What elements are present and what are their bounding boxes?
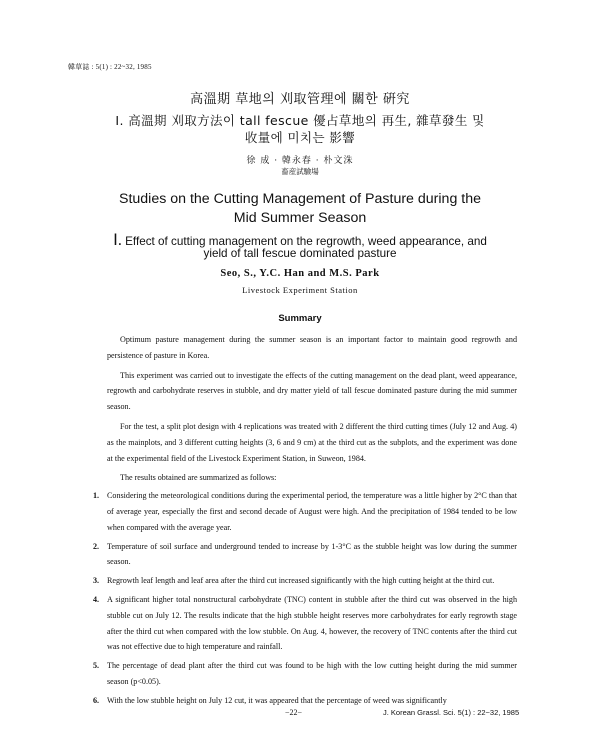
result-text: Regrowth leaf length and leaf area after the third cut increased significantly with the high cutting height at the third cut. (107, 576, 495, 586)
english-subtitle-line2: yield of tall fescue dominated pasture (203, 247, 397, 260)
result-item (93, 693, 517, 709)
korean-affiliation: 畜産試驗場 (281, 167, 319, 176)
result-item (93, 488, 517, 535)
result-number: 3. (93, 576, 100, 586)
english-title-line2: Mid Summer Season (233, 210, 367, 226)
header-journal-ref: 韓草誌 : 5(1) : 22~32, 1985 (68, 63, 152, 71)
result-text: Considering the meteorological conditions during the experimental period, the temperature was a little higher by 2°C than that of average year, especially the first and second decade of August were high. And the precipitation of 1984 tended to be low when compared with the average year. (107, 491, 517, 532)
result-item (93, 658, 517, 690)
english-authors: Seo, S., Y.C. Han and M.S. Park (220, 268, 380, 279)
korean-title: 高溫期 草地의 刈取管理에 關한 硏究 (190, 92, 410, 107)
summary-paragraph: For the test, a split plot design with 4 replications was treated with 2 different the third cutting times (July 12 and Aug. 4) as the mainplots, and 3 different cutting heights (3, 6 and 9 cm) at the third cut as the subplots, and the experiment was done at the experimental field of the Livestock Experiment Station, in Suweon, 1984. (107, 421, 517, 463)
result-text: The percentage of dead plant after the third cut was found to be high with the low cutting height during the mid summer season (p<0.05). (107, 661, 517, 686)
result-item (93, 592, 517, 655)
result-number: 6. (93, 695, 100, 705)
summary-paragraph: The results obtained are summarized as follows: (120, 473, 277, 483)
english-subtitle-text: Effect of cutting management on the regrowth, weed appearance, and (121, 235, 487, 248)
english-affiliation: Livestock Experiment Station (242, 285, 358, 295)
roman-numeral: Ⅰ. (113, 232, 122, 249)
footer-page-number: −22− (285, 708, 303, 717)
result-number: 2. (93, 541, 100, 551)
result-text: With the low stubble height on July 12 cut, it was appeared that the percentage of weed was significantly (107, 695, 447, 705)
footer-journal-ref: J. Korean Grassl. Sci. 5(1) : 22~32, 1985 (383, 708, 520, 717)
result-number: 4. (93, 594, 100, 604)
korean-subtitle-line2: 收量에 미치는 影響 (244, 130, 356, 145)
english-title-line1: Studies on the Cutting Management of Pasture during the (118, 191, 481, 207)
result-item (93, 573, 517, 589)
summary-paragraph: This experiment was carried out to investigate the effects of the cutting management on the dead plant, weed appearance, regrowth and carbohydrate reserves in stubble, and dry matter yield of tall fescue dominated pasture during the mid summer season. (107, 370, 517, 412)
result-item (93, 539, 517, 571)
korean-subtitle-line1: Ⅰ. 高溫期 刈取方法이 tall fescue 優占草地의 再生, 雜草發生 및 (115, 113, 485, 128)
summary-body (93, 332, 517, 712)
summary-heading: Summary (278, 313, 322, 324)
korean-authors: 徐 成 · 韓永春 · 朴文洙 (246, 156, 354, 166)
summary-paragraph: Optimum pasture management during the summer season is an important factor to maintain good regrowth and persistence of pasture in Korea. (107, 335, 517, 360)
result-number: 5. (93, 661, 100, 671)
result-text: A significant higher total nonstructural carbohydrate (TNC) content in stubble after the third cut was observed in the high stubble cut on July 12. The results indicate that the high stubble height reserves more carbohydrates for early regrowth stage after the third cut when compared with the low stubble. On Aug. 4, however, the recovery of TNC contents after the third cut was not effective due to high temperature and rainfall. (107, 594, 517, 652)
results-list (93, 488, 517, 708)
result-text: Temperature of soil surface and underground tended to increase by 1-3°C as the stubble height was low during the summer season. (107, 541, 517, 567)
result-number: 1. (93, 491, 100, 501)
